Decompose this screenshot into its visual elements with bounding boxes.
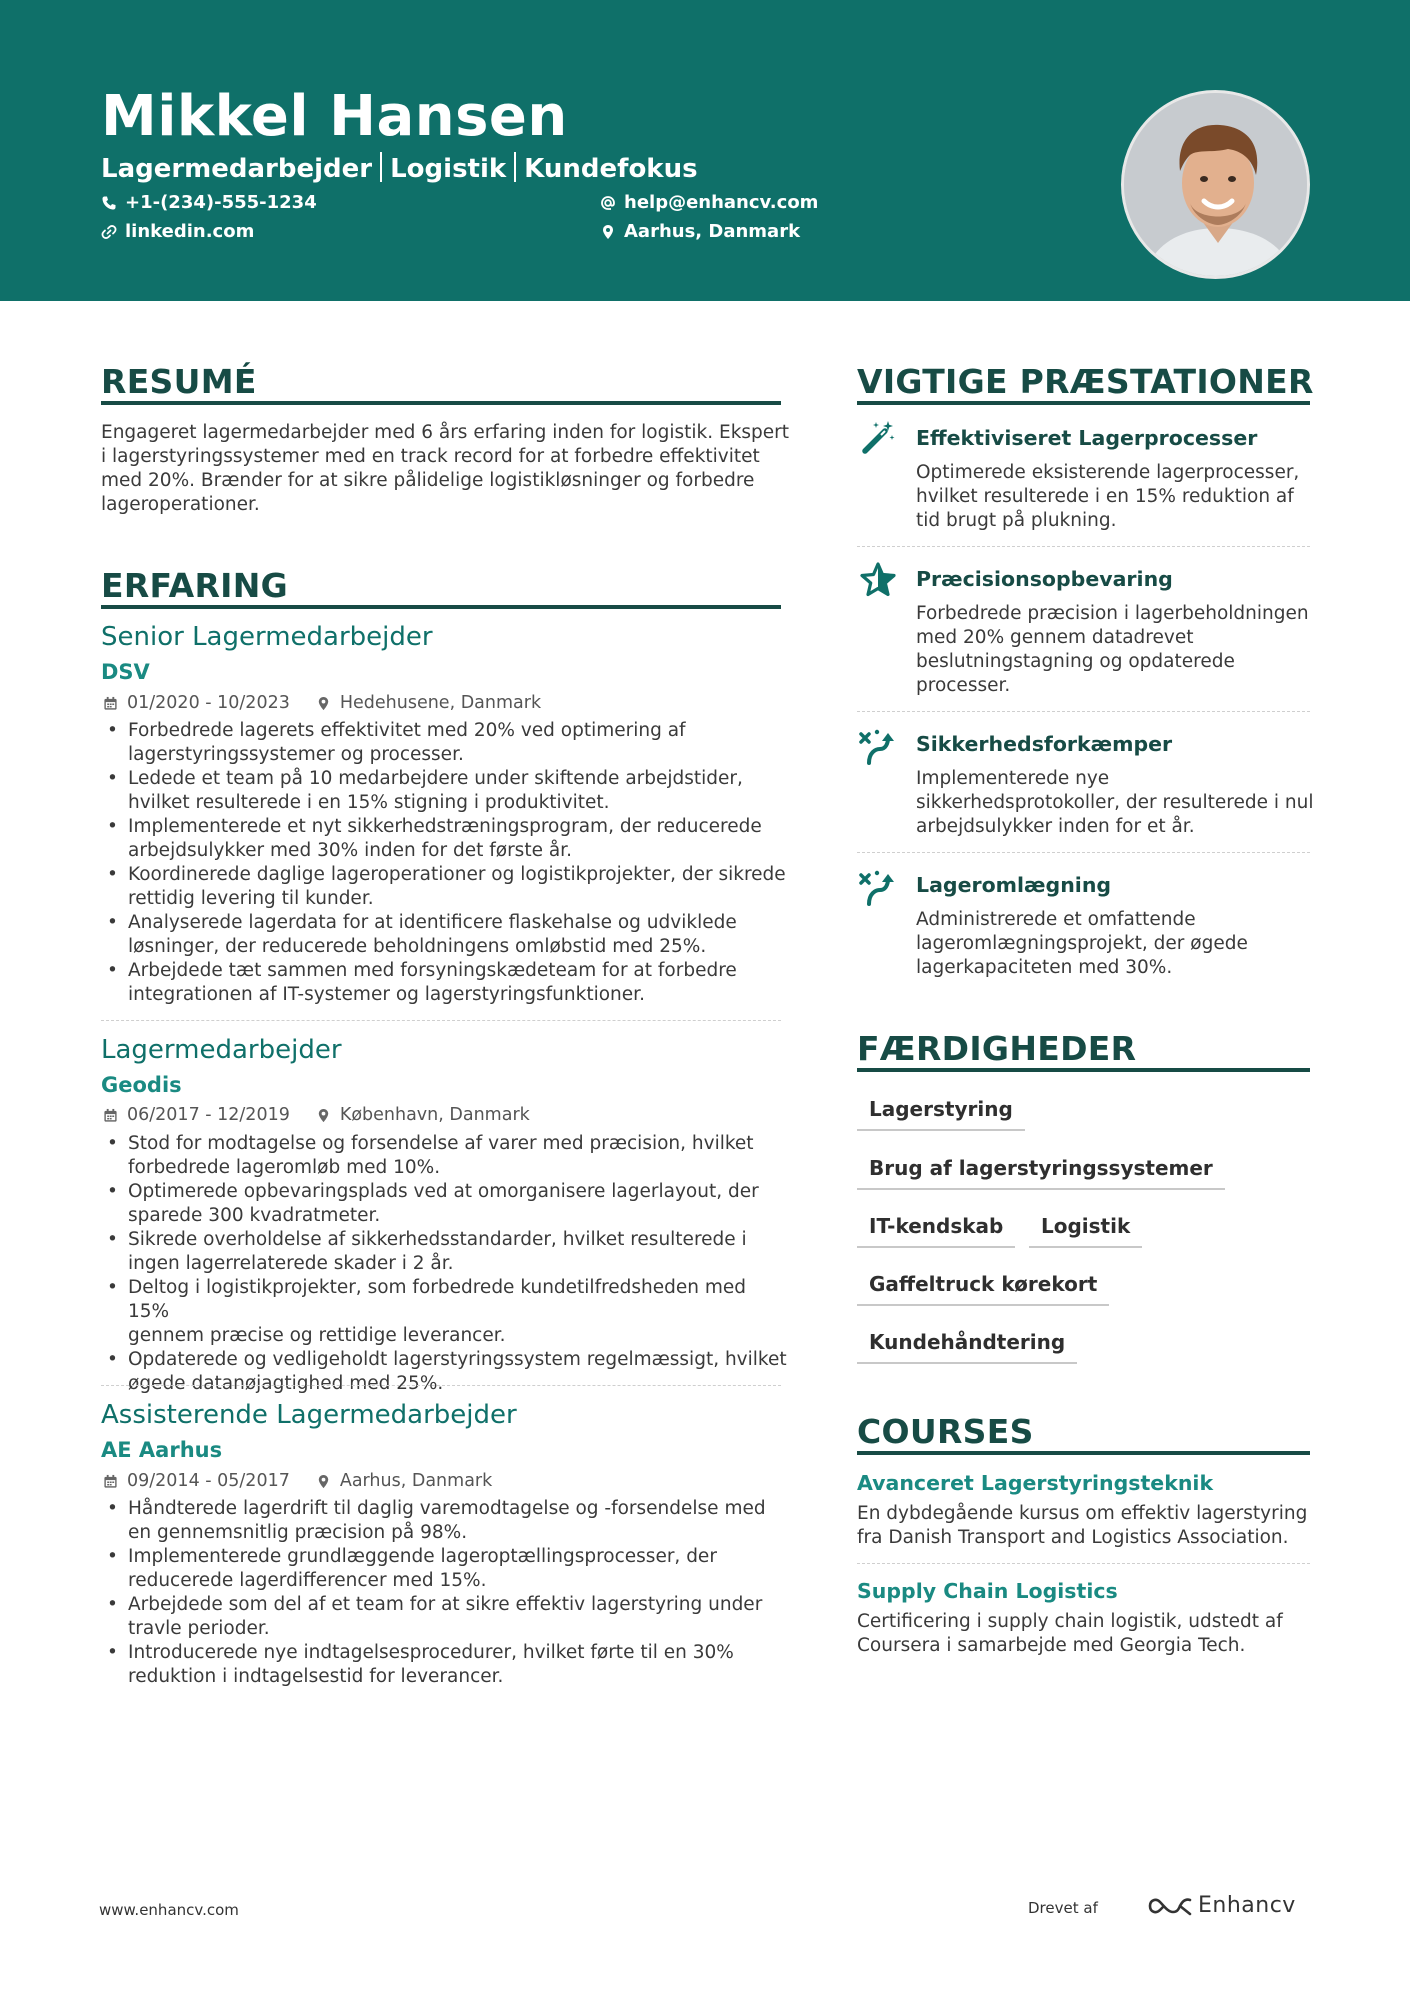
job-dates: 09/2014 - 05/2017 bbox=[127, 1471, 290, 1491]
footer-powered-by: Drevet af bbox=[1028, 1899, 1098, 1917]
enhancv-logo-icon bbox=[1146, 1894, 1194, 1918]
skill-tag: IT-kendskab bbox=[857, 1214, 1015, 1248]
job-location: København, Danmark bbox=[339, 1105, 530, 1125]
bullet-item: • Analyserede lagerdata for at identificere flaskehalse og udviklede løsninger, der reducerede beholdningens omløbstid med 25%. bbox=[101, 911, 791, 959]
job-bullets bbox=[101, 1132, 791, 1396]
summary-heading: RESUMÉ bbox=[101, 362, 257, 401]
bullet-item: • Sikrede overholdelse af sikkerhedsstandarder, hvilket resulterede i ingen lagerrelaterede skader i 2 år. bbox=[101, 1228, 791, 1276]
job-company: AE Aarhus bbox=[101, 1438, 223, 1462]
achievements-heading: VIGTIGE PRÆSTATIONER bbox=[857, 362, 1314, 401]
bullet-item: • Stod for modtagelse og forsendelse af varer med præcision, hvilket forbedrede lageromløb med 10%. bbox=[101, 1132, 791, 1180]
bullet-item: • Introducerede nye indtagelsesprocedurer, hvilket førte til en 30% reduktion i indtagelsestid for leverancer. bbox=[101, 1641, 791, 1689]
job-bullets bbox=[101, 719, 791, 1007]
job-company: DSV bbox=[101, 660, 150, 684]
phone-icon bbox=[101, 195, 117, 211]
bullet-item: • Deltog i logistikprojekter, som forbedrede kundetilfredsheden med 15% gennem præcise og rettidige leverancer. bbox=[101, 1276, 791, 1348]
achievement-description: Implementerede nye sikkerhedsprotokoller, der resulterede i nul arbejdsulykker inden for et år. bbox=[916, 768, 1314, 837]
link-icon bbox=[101, 224, 117, 240]
headline-part: Lagermedarbejder bbox=[101, 154, 373, 184]
headline-part: Logistik bbox=[390, 154, 507, 184]
course-description: Certificering i supply chain logistik, udstedt af Coursera i samarbejde med Georgia Tech. bbox=[857, 1611, 1283, 1656]
achievement-description: Optimerede eksisterende lagerprocesser, hvilket resulterede i en 15% reduktion af tid brugt på plukning. bbox=[916, 462, 1300, 531]
bullet-item: • Opdaterede og vedligeholdt lagerstyringssystem regelmæssigt, hvilket øgede datanøjagtighed med 25%. bbox=[101, 1348, 791, 1396]
experience-rule bbox=[101, 605, 781, 609]
route-icon bbox=[858, 868, 898, 908]
bullet-item: • Implementerede et nyt sikkerhedstræningsprogram, der reducerede arbejdsulykker med 30% inden for det første år. bbox=[101, 815, 791, 863]
achievement-title: Præcisionsopbevaring bbox=[916, 567, 1173, 591]
profile-photo bbox=[1121, 90, 1310, 279]
job-role: Assisterende Lagermedarbejder bbox=[101, 1400, 517, 1430]
course-title: Supply Chain Logistics bbox=[857, 1579, 1118, 1603]
header-banner bbox=[0, 0, 1410, 301]
location-contact bbox=[600, 221, 800, 242]
bullet-item: • Implementerede grundlæggende lageroptællingsprocesser, der reducerede lagerdifferencer med 15%. bbox=[101, 1545, 791, 1593]
linkedin-contact[interactable] bbox=[101, 221, 254, 242]
achievement-title: Effektiviseret Lagerprocesser bbox=[916, 426, 1258, 450]
calendar-icon bbox=[103, 1474, 118, 1489]
job-meta bbox=[103, 1471, 492, 1491]
achievement-description: Forbedrede præcision i lagerbeholdningen med 20% gennem datadrevet beslutningstagning og opdaterede processer. bbox=[916, 603, 1309, 696]
job-meta bbox=[103, 1105, 530, 1125]
bullet-item: • Koordinerede daglige lageroperationer og logistikprojekter, der sikrede rettidig levering til kunder. bbox=[101, 863, 791, 911]
summary-line: Engageret lagermedarbejder med 6 års erfaring inden for logistik. Ekspert bbox=[101, 422, 790, 443]
phone-contact[interactable] bbox=[101, 192, 317, 213]
summary-line: i lagerstyringssystemer med en track record for at forbedre effektivitet bbox=[101, 446, 760, 467]
email-text: help@enhancv.com bbox=[624, 192, 819, 213]
email-contact[interactable] bbox=[600, 192, 818, 213]
skill-tag: Logistik bbox=[1029, 1214, 1142, 1248]
divider bbox=[857, 852, 1310, 853]
job-role: Lagermedarbejder bbox=[101, 1035, 342, 1065]
footer-website[interactable]: www.enhancv.com bbox=[99, 1901, 239, 1919]
bullet-item: • Håndterede lagerdrift til daglig varemodtagelse og -forsendelse med en gennemsnitlig præcision på 98%. bbox=[101, 1497, 791, 1545]
job-location: Hedehusene, Danmark bbox=[339, 693, 542, 713]
bullet-item: • Forbedrede lagerets effektivitet med 20% ved optimering af lagerstyringssystemer og processer. bbox=[101, 719, 791, 767]
magic-wand-icon bbox=[858, 418, 898, 458]
achievement-description: Administrerede et omfattende lageromlægningsprojekt, der øgede lagerkapaciteten med 30%. bbox=[916, 909, 1248, 978]
avatar bbox=[1124, 93, 1310, 279]
skills-heading: FÆRDIGHEDER bbox=[857, 1029, 1137, 1068]
footer-brand[interactable] bbox=[1146, 1893, 1296, 1918]
map-pin-icon bbox=[316, 1108, 331, 1123]
bullet-item: • Arbejdede tæt sammen med forsyningskædeteam for at forbedre integrationen af IT-systemer og lagerstyringsfunktioner. bbox=[101, 959, 791, 1007]
bullet-item: • Ledede et team på 10 medarbejdere under skiftende arbejdstider, hvilket resulterede i en 15% stigning i produktivitet. bbox=[101, 767, 791, 815]
map-pin-icon bbox=[316, 696, 331, 711]
route-icon bbox=[858, 727, 898, 767]
job-location: Aarhus, Danmark bbox=[339, 1471, 493, 1491]
skill-tag: Gaffeltruck kørekort bbox=[857, 1272, 1109, 1306]
skill-tag: Lagerstyring bbox=[857, 1097, 1025, 1131]
phone-text: +1-(234)-555-1234 bbox=[125, 192, 317, 213]
job-dates: 01/2020 - 10/2023 bbox=[127, 693, 290, 713]
location-text: Aarhus, Danmark bbox=[624, 221, 801, 242]
experience-heading: ERFARING bbox=[101, 566, 289, 605]
summary-line: med 20%. Brænder for at sikre pålidelige logistikløsninger og forbedre bbox=[101, 470, 755, 491]
star-icon bbox=[858, 560, 898, 600]
headline-part: Kundefokus bbox=[524, 154, 698, 184]
job-meta bbox=[103, 693, 541, 713]
bullet-item: • Arbejdede som del af et team for at sikre effektiv lagerstyring under travle perioder. bbox=[101, 1593, 791, 1641]
divider bbox=[857, 546, 1310, 547]
summary-line: lageroperationer. bbox=[101, 494, 260, 515]
divider bbox=[101, 1385, 781, 1386]
skills-rule bbox=[857, 1068, 1310, 1072]
courses-heading: COURSES bbox=[857, 1412, 1034, 1451]
summary-text bbox=[101, 421, 791, 517]
achievement-title: Lageromlægning bbox=[916, 873, 1112, 897]
divider bbox=[857, 1563, 1310, 1564]
summary-rule bbox=[101, 401, 781, 405]
brand-name: Enhancv bbox=[1198, 1893, 1296, 1918]
skill-tag: Brug af lagerstyringssystemer bbox=[857, 1156, 1225, 1190]
course-title: Avanceret Lagerstyringsteknik bbox=[857, 1471, 1214, 1495]
job-dates: 06/2017 - 12/2019 bbox=[127, 1105, 290, 1125]
map-pin-icon bbox=[600, 224, 616, 240]
at-icon bbox=[600, 195, 616, 211]
headline bbox=[101, 152, 698, 184]
map-pin-icon bbox=[316, 1474, 331, 1489]
job-role: Senior Lagermedarbejder bbox=[101, 622, 433, 652]
skill-tag: Kundehåndtering bbox=[857, 1330, 1077, 1364]
linkedin-text: linkedin.com bbox=[125, 221, 255, 242]
divider bbox=[101, 1020, 781, 1021]
candidate-name: Mikkel Hansen bbox=[101, 84, 568, 149]
calendar-icon bbox=[103, 1108, 118, 1123]
achievements-rule bbox=[857, 401, 1310, 405]
divider bbox=[857, 711, 1310, 712]
achievement-title: Sikkerhedsforkæmper bbox=[916, 732, 1173, 756]
courses-rule bbox=[857, 1451, 1310, 1455]
job-bullets bbox=[101, 1497, 791, 1689]
course-description: En dybdegående kursus om effektiv lagerstyring fra Danish Transport and Logistics Association. bbox=[857, 1503, 1308, 1548]
job-company: Geodis bbox=[101, 1073, 182, 1097]
bullet-item: • Optimerede opbevaringsplads ved at omorganisere lagerlayout, der sparede 300 kvadratmeter. bbox=[101, 1180, 791, 1228]
calendar-icon bbox=[103, 696, 118, 711]
